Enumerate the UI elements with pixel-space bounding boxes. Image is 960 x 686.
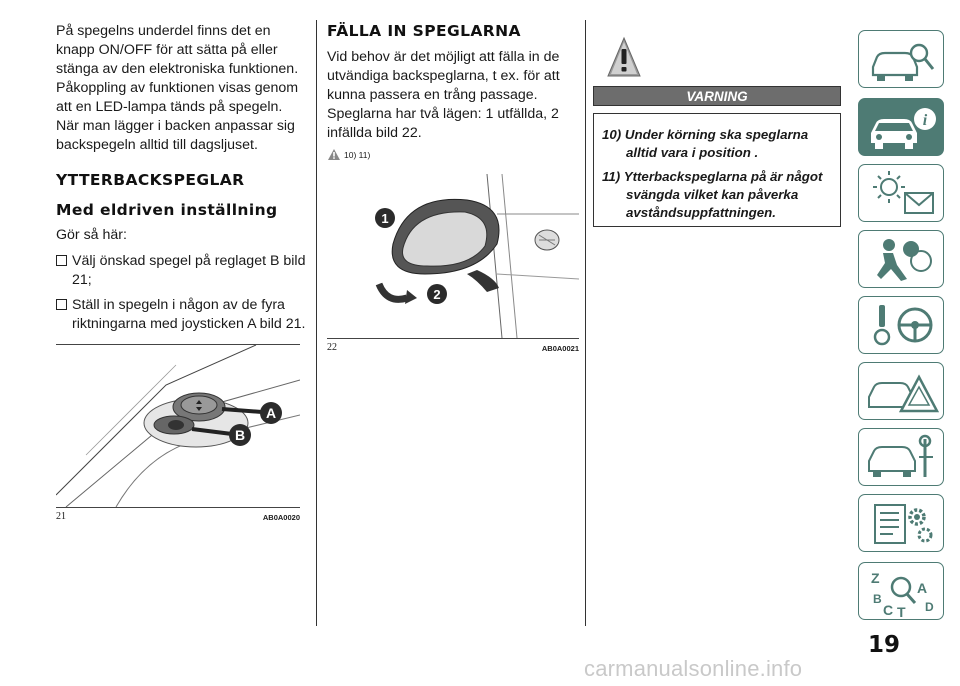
heading-falla-in: FÄLLA IN SPEGLARNA — [327, 22, 521, 40]
warning-item: 11) Ytterbackspeglarna på är något svängda vilket kan påverka avståndsuppfattningen. — [602, 169, 823, 220]
intro-paragraph: På spegelns underdel finns det en knapp ON/OFF för att sätta på eller stänga av den elektroniska funktionen. Påkoppling av funktionen visas genom att en LED-lampa tänds på spegeln. När man lägger i backen anpassar sig backspegeln alltid till dagsljuset. — [56, 23, 299, 153]
figure-code: AB0A0020 — [262, 513, 300, 522]
svg-text:A: A — [917, 580, 928, 596]
tab-checklist-gear[interactable] — [858, 494, 944, 552]
tab-index[interactable] — [858, 562, 944, 620]
heading-ytterbackspeglar: YTTERBACKSPEGLAR — [56, 171, 245, 189]
tab-car-wrench[interactable] — [858, 428, 944, 486]
mirror-folding-illustration — [327, 174, 579, 338]
car-wrench-icon — [859, 429, 945, 487]
svg-text:C: C — [883, 602, 894, 618]
warning-triangle-icon — [606, 36, 642, 80]
steering-wheel-icon — [859, 297, 945, 355]
car-search-icon — [859, 31, 945, 89]
label-b: B — [234, 427, 246, 443]
column-divider — [316, 20, 317, 626]
mirror-control-illustration — [56, 345, 300, 507]
checkbox-icon — [56, 255, 67, 266]
tab-airbag-person[interactable] — [858, 230, 944, 288]
svg-text:B: B — [873, 592, 882, 606]
heading-eldriven: Med eldriven inställning — [56, 201, 278, 219]
watermark: carmanualsonline.info — [584, 656, 803, 681]
figure-number: 22 — [327, 342, 337, 353]
label-2: 2 — [433, 287, 441, 302]
column-middle — [327, 0, 577, 163]
svg-text:Z: Z — [871, 570, 880, 586]
tab-car-info[interactable] — [858, 98, 944, 156]
warning-item: 10) Under körning ska speglarna alltid vara i position . — [602, 127, 809, 160]
car-info-icon — [859, 99, 945, 157]
svg-text:D: D — [925, 600, 934, 614]
column-divider — [585, 20, 586, 626]
list-item: Ställ in spegeln i någon av de fyra riktningarna med joysticken A bild 21. — [56, 296, 306, 334]
warning-lights-icon — [859, 165, 945, 223]
label-1: 1 — [381, 211, 389, 226]
tab-warning-lights[interactable] — [858, 164, 944, 222]
list-item: Välj önskad spegel på reglaget B bild 21; — [56, 252, 306, 290]
tab-car-warning-triangle[interactable] — [858, 362, 944, 420]
index-letters-icon — [859, 563, 945, 621]
step-list — [56, 252, 306, 334]
warning-triangle-small-icon — [328, 149, 340, 160]
car-warning-triangle-icon — [859, 363, 945, 421]
checkbox-icon — [56, 299, 67, 310]
airbag-person-icon — [859, 231, 945, 289]
figure-21 — [56, 344, 300, 522]
svg-text:i: i — [922, 112, 928, 129]
folding-paragraph: Vid behov är det möjligt att fälla in de utvändiga backspeglarna, t ex. för att kunna passera en trång passage. Speglarna har två lägen: 1 utfällda, 2 infällda bild 22. — [327, 49, 560, 141]
tab-car-search[interactable] — [858, 30, 944, 88]
warning-title: VARNING — [593, 86, 841, 106]
tab-steering-wheel[interactable] — [858, 296, 944, 354]
figure-number: 21 — [56, 511, 66, 522]
svg-text:T: T — [897, 604, 906, 620]
figure-22 — [327, 174, 579, 353]
reference-row — [327, 149, 577, 163]
figure-code: AB0A0021 — [541, 344, 579, 353]
label-a: A — [265, 405, 277, 421]
warning-reference: 10) 11) — [344, 150, 371, 160]
column-left — [56, 0, 306, 334]
warning-box — [593, 113, 841, 227]
checklist-gear-icon — [859, 495, 945, 553]
page-number: 19 — [868, 632, 901, 658]
lead-text: Gör så här: — [56, 227, 127, 243]
